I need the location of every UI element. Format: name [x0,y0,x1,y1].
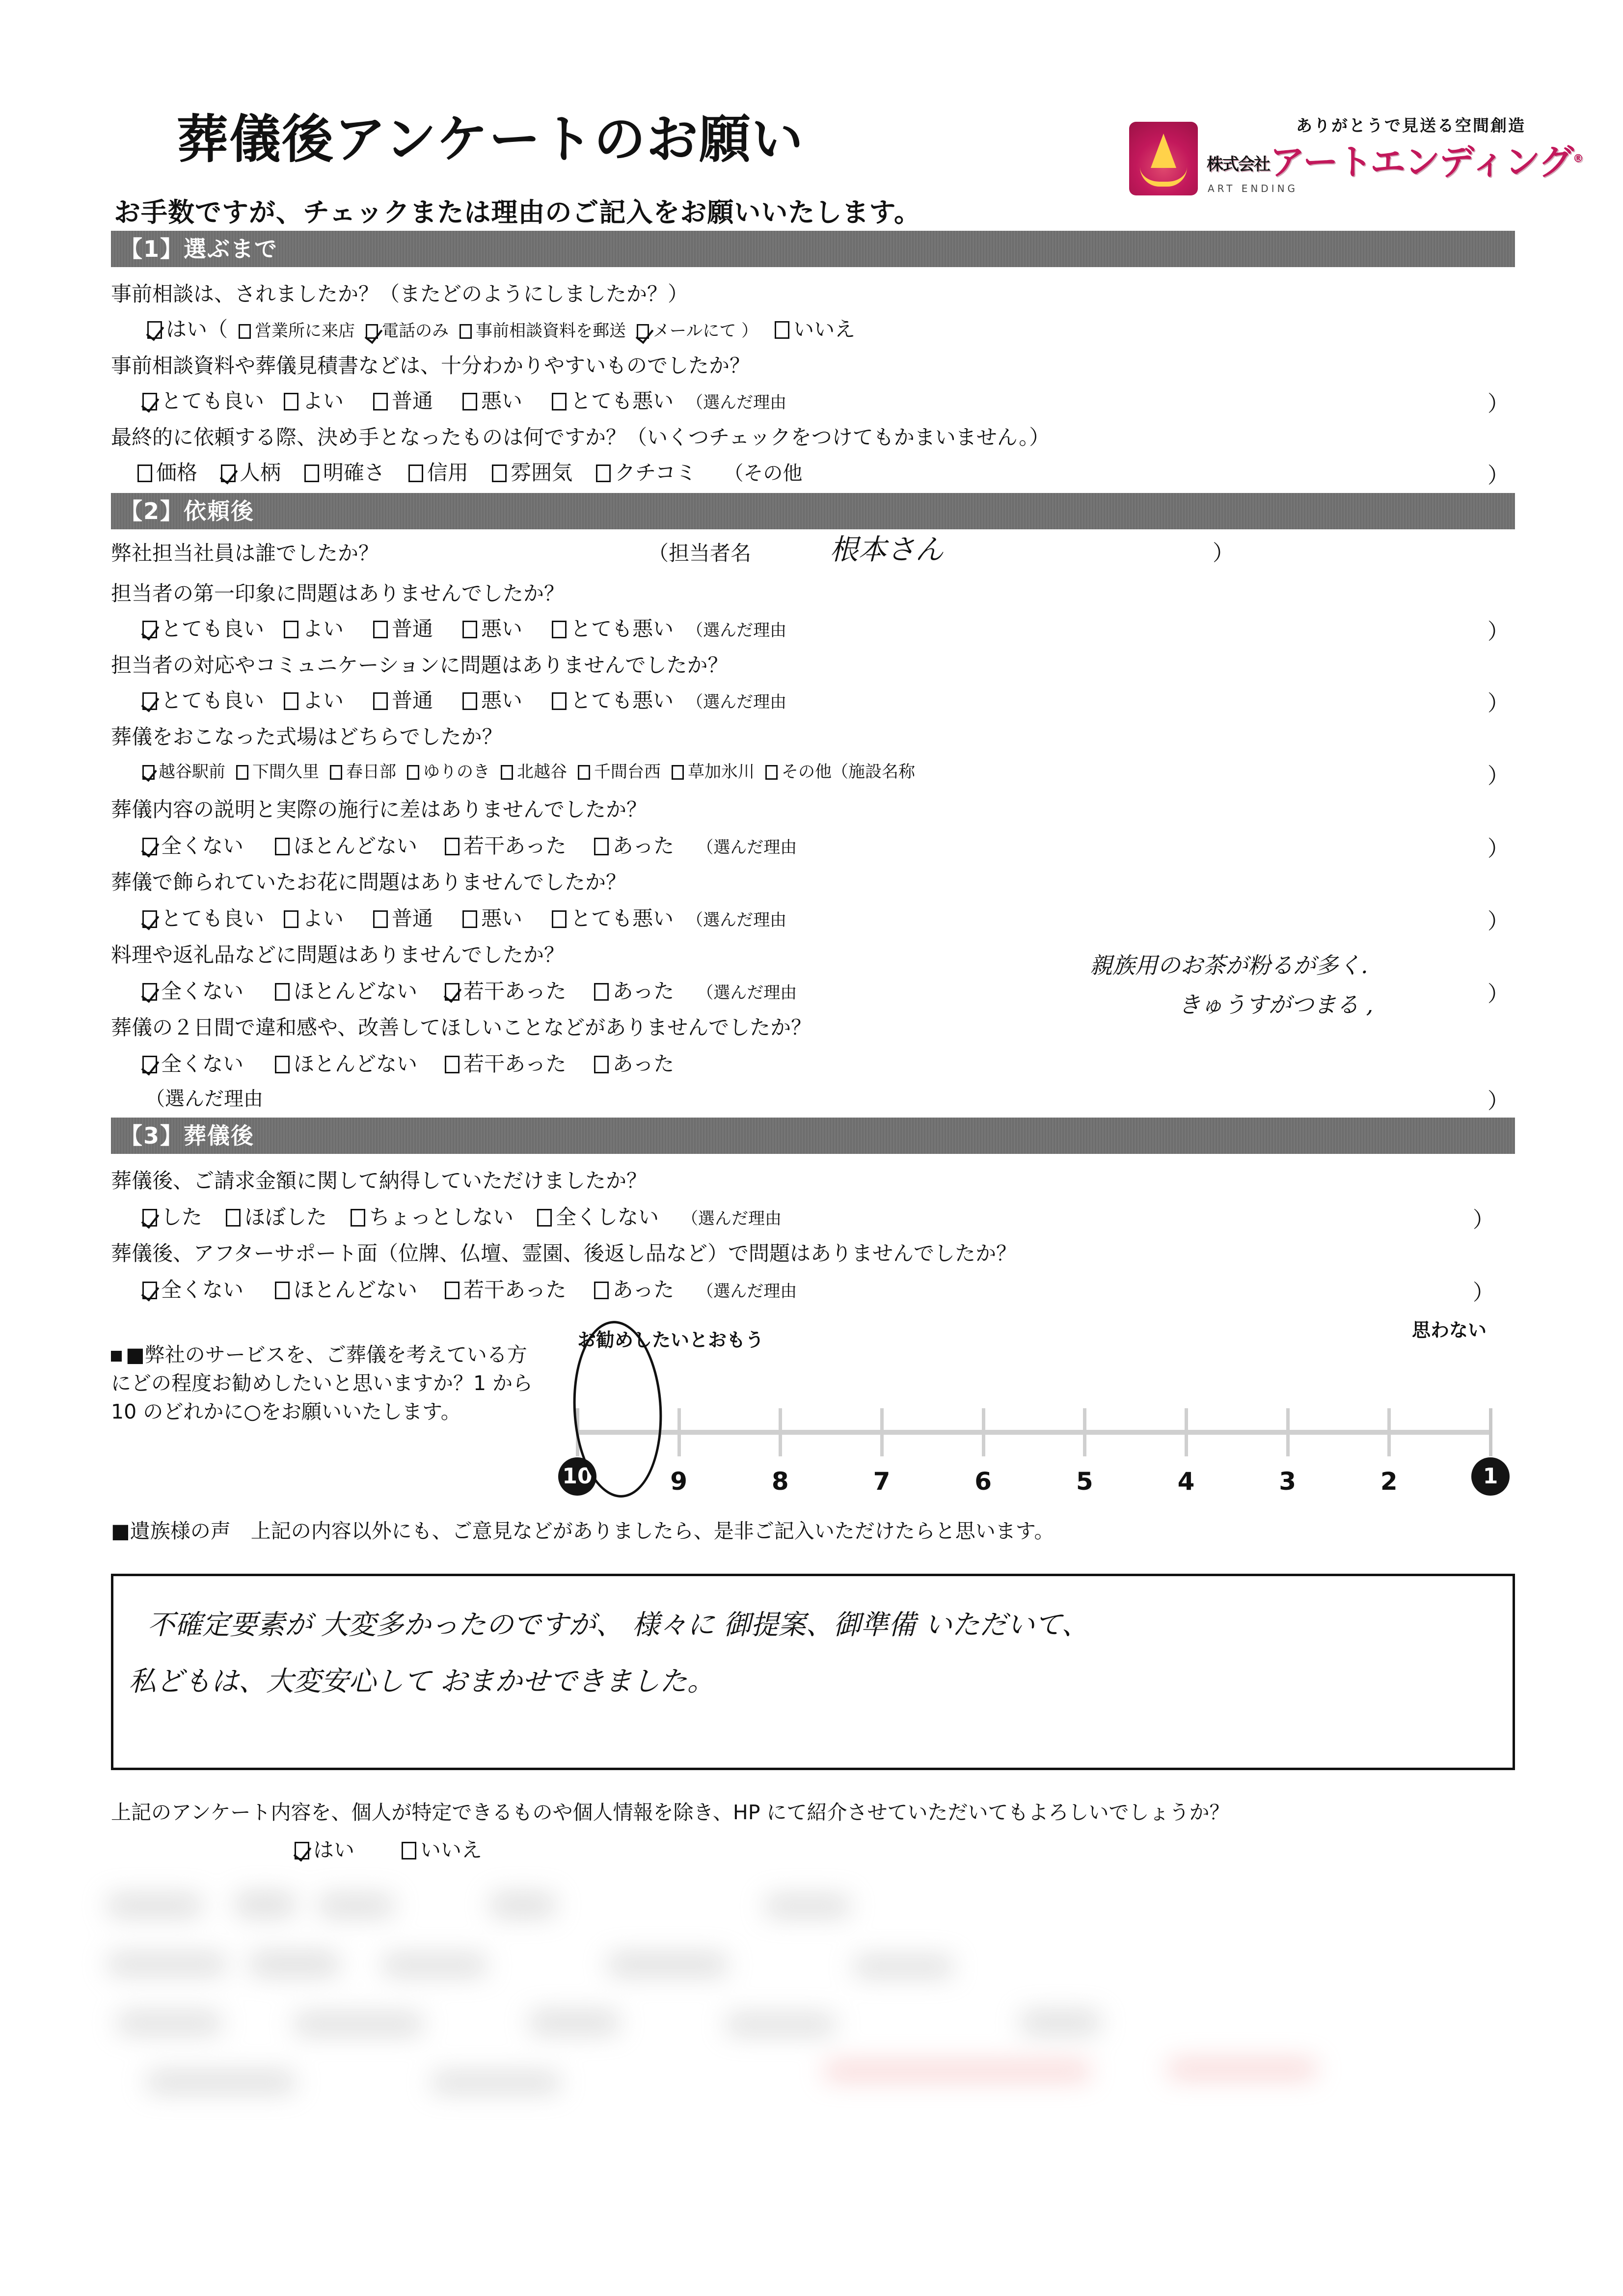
option-q8-2[interactable] [445,830,567,859]
option-label: あった [612,834,675,858]
option-q1-1[interactable] [239,317,355,341]
page-subtitle: お手数ですが、チェックまたは理由のご記入をお願いいたします。 [114,197,921,228]
option-label: 下間久里 [252,762,319,782]
option-label: 若干あった [463,1052,567,1076]
option-label: ほとんどない [294,834,418,858]
checkbox-icon[interactable] [142,1056,157,1073]
option-label: ほとんどない [294,979,418,1003]
option-label: 悪い [481,389,523,413]
option-consent-1[interactable] [402,1834,482,1863]
reason-close-q12: ） [1473,1208,1494,1232]
nps-tick-9 [677,1408,681,1456]
option-label: ほぼした [244,1205,327,1229]
checkbox-icon[interactable] [147,321,162,339]
checkbox-icon[interactable] [373,393,388,410]
option-q5-4[interactable] [552,613,674,642]
option-q7-1[interactable] [236,758,319,782]
options-q3 [137,457,802,486]
option-q6-2[interactable] [373,684,433,714]
checkbox-icon[interactable] [594,983,609,1001]
reason-close-q2: ） [1488,392,1509,416]
checkbox-icon[interactable] [407,765,419,780]
option-label: 北越谷 [517,762,567,782]
handwriting-voice-line2: 私どもは、大変安心して おまかせできました。 [129,1666,715,1697]
nps-tick-6 [982,1408,985,1456]
option-label: とても悪い [570,617,674,641]
options-q11 [142,1048,674,1077]
checkbox-icon[interactable] [578,765,590,780]
nps-number-7[interactable]: 7 [873,1467,891,1496]
option-label: 春日部 [346,762,396,782]
checkbox-icon[interactable] [373,621,388,638]
question-q8-text: 葬儀内容の説明と実際の施行に差はありませんでしたか？ [111,797,648,821]
handwriting-voice-line1: 不確定要素が 大変多かったのですが、 様々に 御提案、御準備 いただいて、 [147,1609,1089,1641]
logo-tagline: ありがとうで見送る空間創造 [1296,116,1526,135]
reason-label-q11: （選んだ理由 [145,1088,263,1110]
option-q7-5[interactable] [578,758,661,782]
logo-brand: アートエンディング [1270,141,1573,183]
option-label: 若干あった [463,979,567,1003]
option-label: ゆりのき [423,762,490,782]
option-label: 営業所に来店 [255,321,355,341]
option-label: その他（施設名称 [782,762,915,782]
checkbox-icon[interactable] [445,983,460,1001]
reason-close-q5: ） [1488,620,1509,644]
reason-label-q12: （選んだ理由 [681,1209,782,1229]
checkbox-icon[interactable] [275,838,290,855]
nps-number-9[interactable]: 9 [670,1467,688,1496]
option-consent-0[interactable] [295,1834,354,1863]
option-label: よい [302,389,344,413]
page-title: 葬儀後アンケートのお願い [177,109,804,169]
option-label: あった [612,1052,675,1076]
nps-tick-8 [779,1408,782,1456]
option-label: 明確さ [323,461,385,485]
nps-axis-line [577,1430,1490,1435]
logo-company-name [1207,134,1583,185]
checkbox-icon[interactable] [275,1056,290,1073]
reason-label-q2: （選んだ理由 [686,393,787,412]
checkbox-icon[interactable] [596,465,611,482]
option-label: 悪い [481,688,523,712]
checkbox-icon[interactable] [594,1282,609,1299]
option-label: ほとんどない [294,1052,418,1076]
handwriting-q10-line1: 親族用のお茶が粉るが多く. [1090,952,1368,979]
option-label: 電話のみ [382,321,449,341]
option-label: 全くない [161,1052,244,1076]
reason-close-q13: ） [1473,1281,1494,1305]
company-logo [1129,113,1583,201]
option-q1-0[interactable] [147,313,228,343]
option-label: とても悪い [570,389,674,413]
nps-prompt [111,1340,543,1426]
redacted-footer [88,1886,1542,2180]
option-label: いいえ [420,1838,483,1862]
option-label: ほとんどない [294,1278,418,1302]
option-label: 普通 [392,389,433,413]
checkbox-icon[interactable] [142,1282,157,1299]
option-q6-1[interactable] [284,684,344,714]
field-label-q4: （担当者名 [648,541,752,565]
option-q2-3[interactable] [462,385,522,414]
question-q13-text: 葬儀後、アフターサポート面（位牌、仏壇、霊園、後返し品など）で問題はありませんでしたか？ [111,1241,1017,1265]
nps-number-4[interactable]: 4 [1177,1467,1195,1496]
option-q10-2[interactable] [445,975,567,1005]
option-q2-2[interactable] [373,385,433,414]
checkbox-icon[interactable] [221,465,236,482]
option-q9-3[interactable] [462,902,522,932]
option-q1-3[interactable] [460,317,626,341]
checkbox-icon[interactable] [765,765,778,780]
option-q10-3[interactable] [594,975,675,1005]
checkbox-icon[interactable] [142,910,157,928]
question-q3-text: 最終的に依頼する際、決め手となったものは何ですか？（いくつチェックをつけてもかまいません。） [111,425,1050,449]
options-q1 [147,313,855,343]
option-q9-1[interactable] [284,902,344,932]
option-label: とても良い [161,389,265,413]
option-label: よい [302,906,344,930]
nps-tick-1 [1489,1408,1492,1456]
flame-logo-icon [1129,122,1198,195]
option-label: とても悪い [570,688,674,712]
question-q10-text: 料理や返礼品などに問題はありませんでしたか？ [111,943,565,967]
option-q1-4[interactable] [637,317,758,341]
reason-label-q10: （選んだ理由 [697,983,797,1003]
checkbox-icon[interactable] [462,393,477,410]
checkbox-icon[interactable] [142,983,157,1001]
option-q13-1[interactable] [275,1274,417,1303]
option-q1-5[interactable] [775,313,855,343]
nps-tick-4 [1185,1408,1188,1456]
nps-tick-7 [880,1408,884,1456]
option-q8-1[interactable] [275,830,417,859]
nps-tick-5 [1083,1408,1086,1456]
section-header-2: 【2】依頼後 [111,493,1515,529]
option-label: 悪い [481,617,523,641]
reason-label-q5: （選んだ理由 [686,621,787,640]
option-label: 普通 [392,617,433,641]
option-label: はい [313,1838,355,1862]
checkbox-icon[interactable] [552,910,567,928]
checkbox-icon[interactable] [775,321,789,339]
reason-close-q11: ） [1488,1089,1509,1113]
option-label: 千間台西 [594,762,661,782]
checkbox-icon[interactable] [537,1209,552,1227]
checkbox-icon[interactable] [408,465,423,482]
checkbox-icon[interactable] [445,1056,460,1073]
option-q8-0[interactable] [142,830,243,859]
options-q10 [142,975,797,1005]
logo-mark-text: ART ENDING [1208,183,1298,194]
option-q11-3[interactable] [594,1048,675,1077]
logo-company-prefix: 株式会社 [1207,155,1270,175]
consent-text: 上記のアンケート内容を、個人が特定できるものや個人情報を除き、HP にて紹介させていただいてもよろしいでしょうか？ [111,1801,1230,1824]
checkbox-icon[interactable] [462,910,477,928]
checkbox-icon[interactable] [552,393,567,410]
option-q9-4[interactable] [552,902,674,932]
option-q11-1[interactable] [275,1048,417,1077]
question-q12-text: 葬儀後、ご請求金額に関して納得していただけましたか？ [111,1169,648,1193]
option-q12-2[interactable] [351,1201,514,1230]
option-label: よい [302,688,344,712]
question-q4-text: 弊社担当社員は誰でしたか？ [111,541,379,565]
option-q10-0[interactable] [142,975,243,1005]
option-q3-2[interactable] [304,457,385,486]
question-q9-text: 葬儀で飾られていたお花に問題はありませんでしたか？ [111,870,627,894]
option-q12-0[interactable] [142,1201,202,1230]
option-label: した [161,1205,203,1229]
nps-number-3[interactable]: 3 [1279,1467,1297,1496]
option-q10-1[interactable] [275,975,417,1005]
checkbox-icon[interactable] [552,692,567,710]
question-q1-text: 事前相談は、されましたか？（またどのようにしましたか？） [111,282,689,306]
nps-number-1[interactable]: 1 [1471,1457,1510,1496]
option-q3-0[interactable] [137,457,197,486]
option-label: メールにて ） [653,321,758,341]
option-q5-1[interactable] [284,613,344,642]
option-q7-6[interactable] [672,758,755,782]
option-q7-2[interactable] [330,758,396,782]
option-q7-0[interactable] [142,758,225,782]
option-q11-0[interactable] [142,1048,243,1077]
option-q1-2[interactable] [366,317,449,341]
options-consent [295,1834,482,1863]
option-q5-0[interactable] [142,613,264,642]
option-q6-3[interactable] [462,684,522,714]
nps-tick-3 [1286,1408,1290,1456]
option-label: いいえ [793,317,856,341]
question-q5-text: 担当者の第一印象に問題はありませんでしたか？ [111,581,565,605]
checkbox-icon[interactable] [239,324,251,339]
option-label: とても良い [161,688,265,712]
checkbox-icon[interactable] [552,621,567,638]
option-q9-0[interactable] [142,902,264,932]
nps-tick-2 [1387,1408,1391,1456]
option-q2-4[interactable] [552,385,674,414]
nps-prompt-text: ■弊社のサービスを、ご葬儀を考えている方にどの程度お勧めしたいと思いますか？1 から 10 のどれかに○をお願いいたします。 [111,1343,533,1424]
option-label: よい [302,617,344,641]
checkbox-icon[interactable] [351,1209,365,1227]
checkbox-icon[interactable] [501,765,513,780]
options-q7 [142,758,915,782]
reason-close-q9: ） [1488,909,1509,933]
reason-close-q8: ） [1488,837,1509,861]
section-header-1: 【1】選ぶまで [111,231,1515,267]
options-q12 [142,1201,782,1230]
option-label: 事前相談資料を郵送 [476,321,626,341]
checkbox-icon[interactable] [594,1056,609,1073]
question-q11-text: 葬儀の２日間で違和感や、改善してほしいことなどがありませんでしたか？ [111,1015,812,1039]
question-q7-text: 葬儀をおこなった式場はどちらでしたか？ [111,725,503,749]
option-label: 全くない [161,1278,244,1302]
reason-close-q3: ） [1488,464,1509,488]
option-label: 草加氷川 [688,762,755,782]
option-q6-0[interactable] [142,684,264,714]
option-label: あった [612,1278,675,1302]
option-label: とても良い [161,617,265,641]
checkbox-icon[interactable] [236,765,248,780]
options-q9 [142,902,786,932]
voice-heading: ■遺族様の声 上記の内容以外にも、ご意見などがありましたら、是非ご記入いただけたらと思います。 [111,1519,1055,1543]
options-q2 [142,385,786,414]
checkbox-icon[interactable] [226,1209,241,1227]
checkbox-icon[interactable] [330,765,342,780]
options-q5 [142,613,786,642]
option-q3-4[interactable] [492,457,572,486]
checkbox-icon[interactable] [284,621,298,638]
checkbox-icon[interactable] [373,692,388,710]
checkbox-icon[interactable] [275,1282,290,1299]
option-q12-1[interactable] [226,1201,327,1230]
option-label: 若干あった [463,1278,567,1302]
option-q3-5[interactable] [596,457,696,486]
reason-label-q6: （選んだ理由 [686,692,787,712]
checkbox-icon[interactable] [142,765,155,780]
option-q3-3[interactable] [408,457,468,486]
checkbox-icon[interactable] [402,1842,416,1859]
option-q13-2[interactable] [445,1274,567,1303]
handwriting-staff-name: 根本さん [830,533,944,566]
nps-scale [111,1319,1535,1503]
section-header-3: 【3】葬儀後 [111,1118,1515,1154]
field-close-q4: ） [1213,541,1234,565]
option-q13-0[interactable] [142,1274,243,1303]
option-label: 人柄 [240,461,281,485]
handwriting-q10-line2: きゅうすがつまる , [1178,991,1374,1018]
nps-number-6[interactable]: 6 [974,1467,992,1496]
checkbox-icon[interactable] [462,692,477,710]
checkbox-icon[interactable] [142,838,157,855]
option-label: クチコミ [615,461,697,485]
checkbox-icon[interactable] [492,465,507,482]
question-q2-text: 事前相談資料や葬儀見積書などは、十分わかりやすいものでしたか？ [111,354,751,378]
checkbox-icon[interactable] [275,983,290,1001]
nps-number-5[interactable]: 5 [1076,1467,1093,1496]
reason-label-q8: （選んだ理由 [697,838,797,857]
checkbox-icon[interactable] [373,910,388,928]
option-label: 雰囲気 [511,461,573,485]
option-label: 全くしない [556,1205,659,1229]
checkbox-icon[interactable] [304,465,319,482]
nps-number-10[interactable]: 10 [558,1457,596,1496]
option-q2-0[interactable] [142,385,264,414]
options-q13 [142,1274,797,1303]
checkbox-icon[interactable] [637,324,649,339]
option-label: とても良い [161,906,265,930]
reason-label-q9: （選んだ理由 [686,910,787,930]
option-label: 普通 [392,688,433,712]
options-q6 [142,684,786,714]
option-q12-3[interactable] [537,1201,659,1230]
option-label: とても悪い [570,906,674,930]
checkbox-icon[interactable] [594,838,609,855]
option-label: 越谷駅前 [159,762,225,782]
option-q5-2[interactable] [373,613,433,642]
reason-close-q7: ） [1488,764,1509,788]
checkbox-icon[interactable] [445,1282,460,1299]
page-header [0,0,1623,231]
reason-label-q3: （その他 [724,462,803,485]
option-label: 全くない [161,834,244,858]
option-q5-3[interactable] [462,613,522,642]
option-label: 悪い [481,906,523,930]
checkbox-icon[interactable] [142,1209,157,1227]
nps-number-2[interactable]: 2 [1380,1467,1398,1496]
reason-close-q10: ） [1488,982,1509,1006]
nps-left-label: お勧めしたいとおもう [577,1329,764,1351]
nps-number-8[interactable]: 8 [771,1467,789,1496]
options-q8 [142,830,797,859]
option-label: 若干あった [463,834,567,858]
option-q9-2[interactable] [373,902,433,932]
option-label: 普通 [392,906,433,930]
option-label: 信用 [427,461,469,485]
checkbox-icon[interactable] [462,621,477,638]
checkbox-icon[interactable] [284,910,298,928]
option-q7-3[interactable] [407,758,490,782]
checkbox-icon[interactable] [366,324,378,339]
option-q11-2[interactable] [445,1048,567,1077]
option-q2-1[interactable] [284,385,344,414]
option-q13-3[interactable] [594,1274,675,1303]
checkbox-icon[interactable] [142,621,157,638]
option-q7-7[interactable] [765,758,915,782]
question-q6-text: 担当者の対応やコミュニケーションに問題はありませんでしたか？ [111,653,729,677]
nps-right-label: 思わない [1412,1319,1487,1341]
option-label: 価格 [156,461,198,485]
option-label: あった [612,979,675,1003]
checkbox-icon[interactable] [445,838,460,855]
reason-label-q13: （選んだ理由 [697,1282,797,1301]
checkbox-icon[interactable] [460,324,472,339]
checkbox-icon[interactable] [142,692,157,710]
checkbox-icon[interactable] [142,393,157,410]
reason-close-q6: ） [1488,691,1509,715]
checkbox-icon[interactable] [672,765,684,780]
option-label: ちょっとしない [369,1205,514,1229]
option-label: はい（ [166,317,228,341]
option-q7-4[interactable] [501,758,567,782]
option-q3-1[interactable] [221,457,281,486]
checkbox-icon[interactable] [284,692,298,710]
option-q6-4[interactable] [552,684,674,714]
checkbox-icon[interactable] [284,393,298,410]
registered-mark: ® [1572,153,1583,165]
option-q8-3[interactable] [594,830,675,859]
checkbox-icon[interactable] [137,465,152,482]
checkbox-icon[interactable] [295,1842,309,1859]
option-label: 全くない [161,979,244,1003]
